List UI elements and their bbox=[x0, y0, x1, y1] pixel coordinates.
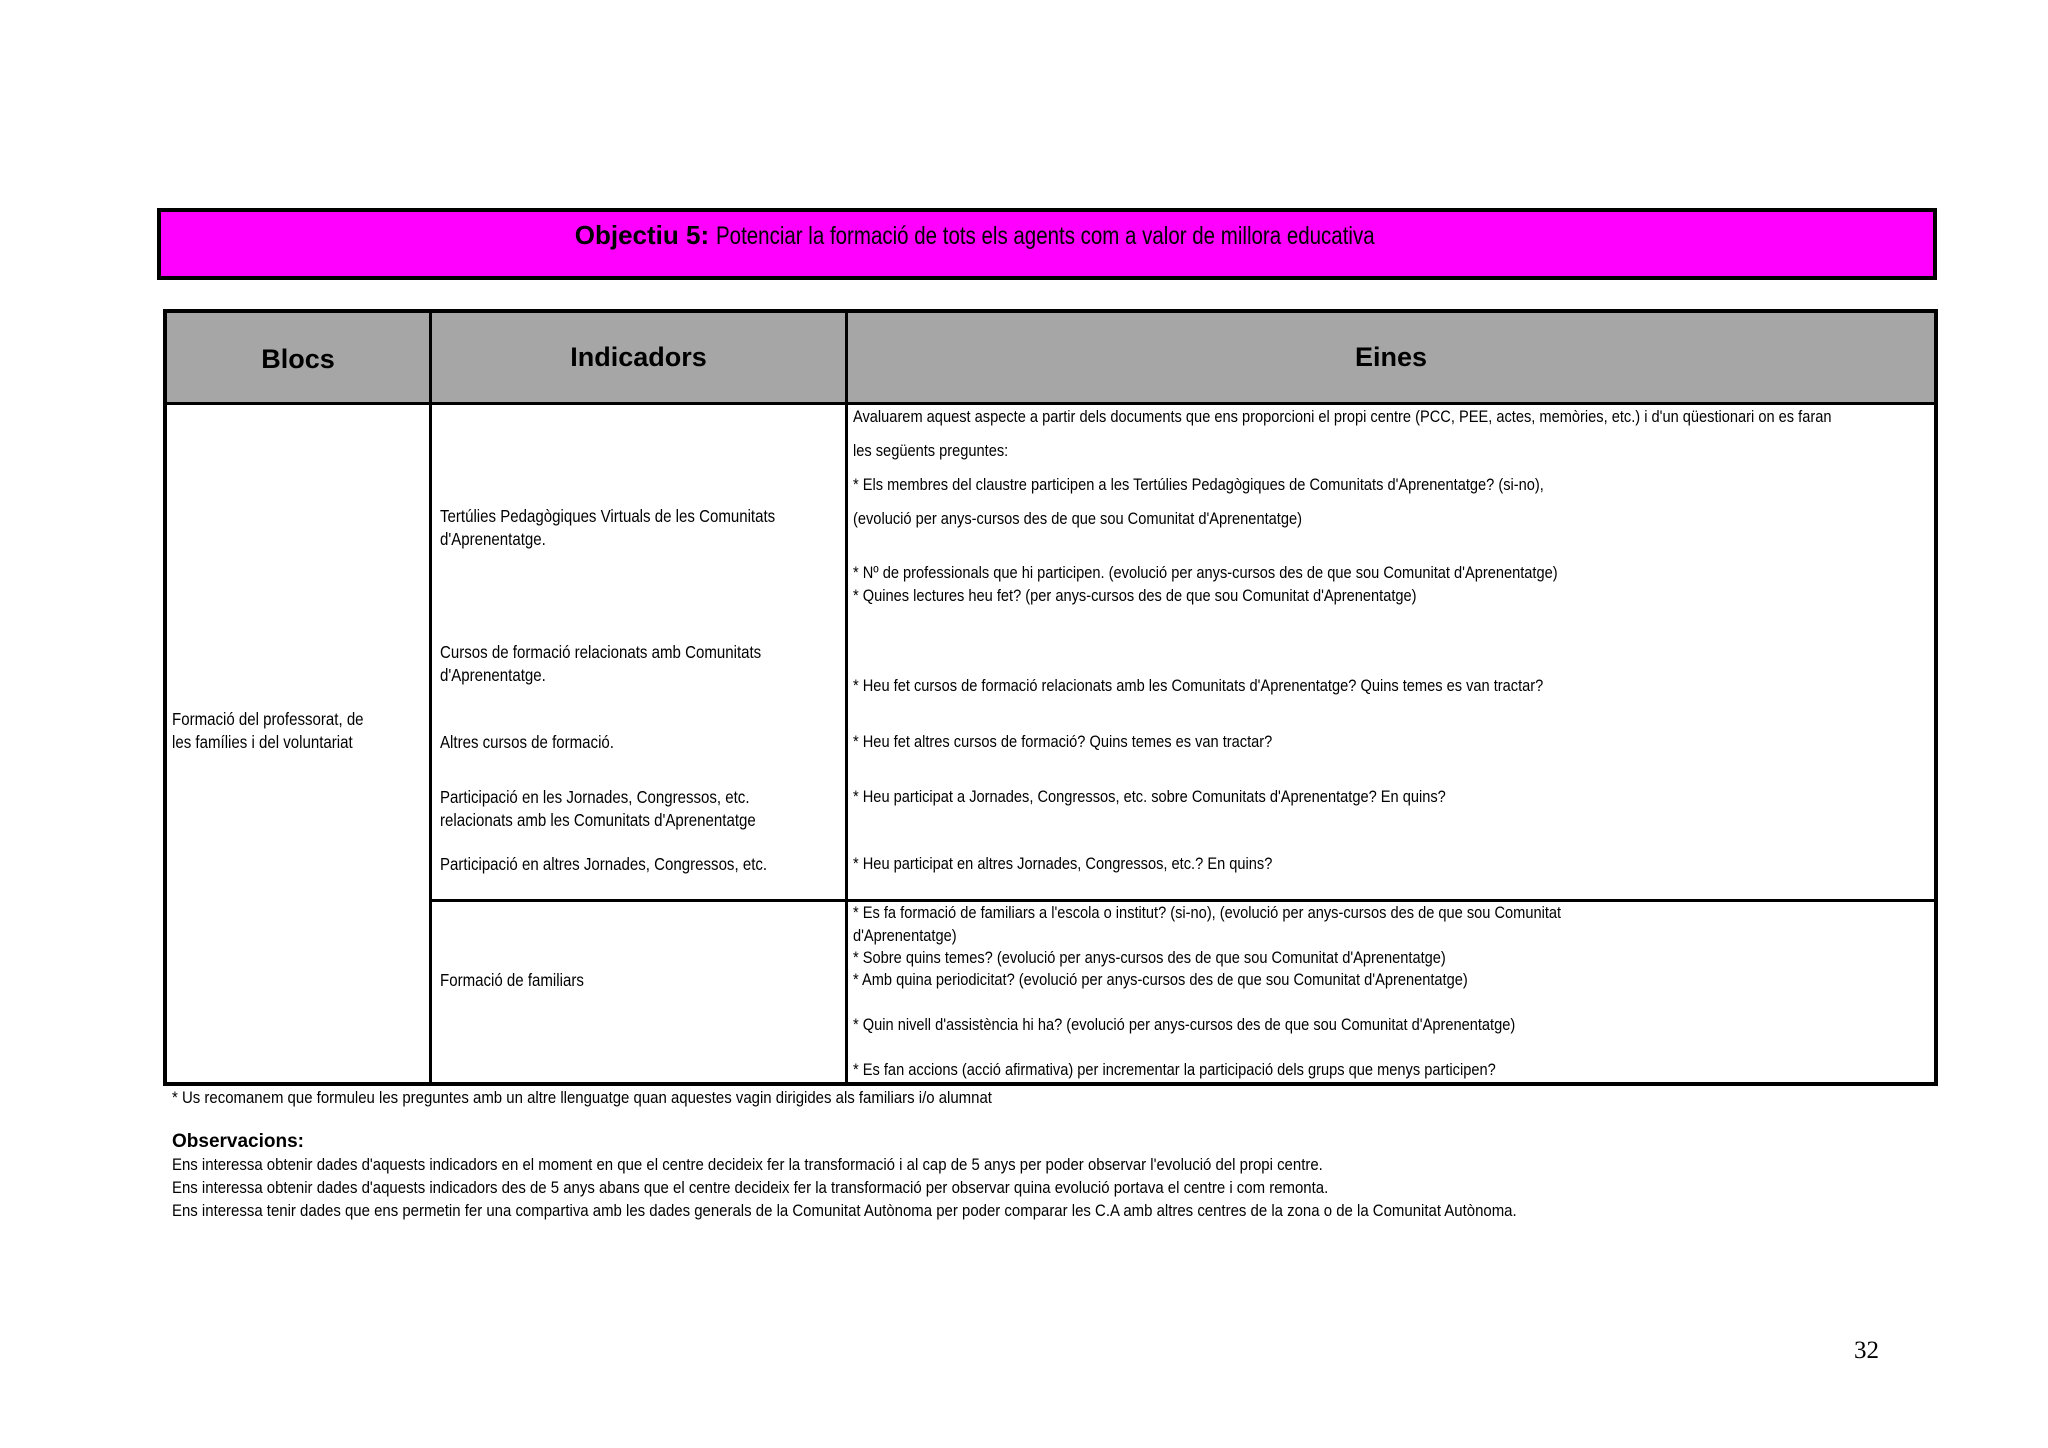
header-blocs: Blocs bbox=[261, 344, 335, 374]
tools-line-13: * Sobre quins temes? (evolució per anys-cursos des de que sou Comunitat d'Aprenentatge) bbox=[853, 948, 1446, 967]
bloc-line-2: les famílies i del voluntariat bbox=[172, 732, 353, 752]
tools-line-10: * Heu participat en altres Jornades, Congressos, etc.? En quins? bbox=[853, 854, 1273, 873]
observation-line-3: Ens interessa tenir dades que ens permetin fer una compartiva amb les dades generals de la Comunitat Autònoma per poder comparar les C.A amb altres centres de la zona o de la Comunitat Autònoma. bbox=[172, 1201, 1517, 1220]
tools-line-15: * Quin nivell d'assistència hi ha? (evolució per anys-cursos des de que sou Comunitat d'Aprenentatge) bbox=[853, 1015, 1516, 1034]
objective-banner bbox=[157, 208, 1937, 280]
tools-line-2: les següents preguntes: bbox=[853, 441, 1009, 460]
table-border-left bbox=[163, 309, 167, 1086]
tools-line-11: * Es fa formació de familiars a l'escola o institut? (si-no), (evolució per anys-cursos des de que sou Comunitat bbox=[853, 903, 1562, 922]
indicator-2-line-2: d'Aprenentatge. bbox=[440, 665, 546, 685]
objective-heading bbox=[161, 218, 1933, 253]
objective-label: Objectiu 5: bbox=[574, 220, 710, 250]
tools-line-3: * Els membres del claustre participen a les Tertúlies Pedagògiques de Comunitats d'Aprenentatge? (si-no), bbox=[853, 475, 1544, 494]
indicator-2-line-1: Cursos de formació relacionats amb Comunitats bbox=[440, 642, 762, 662]
objective-text: Potenciar la formació de tots els agents com a valor de millora educativa bbox=[716, 222, 1375, 250]
header-eines: Eines bbox=[1354, 342, 1428, 372]
tools-line-6: * Quines lectures heu fet? (per anys-cursos des de que sou Comunitat d'Aprenentatge) bbox=[853, 586, 1417, 605]
tools-line-5: * Nº de professionals que hi participen. (evolució per anys-cursos des de que sou Comunitat d'Aprenentatge) bbox=[853, 563, 1558, 582]
tools-line-14: * Amb quina periodicitat? (evolució per anys-cursos des de que sou Comunitat d'Aprenentatge) bbox=[853, 970, 1468, 989]
tools-line-16: * Es fan accions (acció afirmativa) per incrementar la participació dels grups que menys participen? bbox=[853, 1060, 1496, 1079]
tools-line-1: Avaluarem aquest aspecte a partir dels documents que ens proporcioni el propi centre (PCC, PEE, actes, memòries, etc.) i d'un qüestionari on es faran bbox=[853, 407, 1832, 426]
tools-line-7: * Heu fet cursos de formació relacionats amb les Comunitats d'Aprenentatge? Quins temes es van tractar? bbox=[853, 676, 1544, 695]
column-divider-2 bbox=[845, 309, 848, 1086]
header-indicadors: Indicadors bbox=[570, 342, 707, 372]
indicator-6: Formació de familiars bbox=[440, 970, 584, 990]
tools-line-12: d'Aprenentatge) bbox=[853, 926, 957, 945]
indicator-1-line-1: Tertúlies Pedagògiques Virtuals de les Comunitats bbox=[440, 506, 776, 526]
tools-line-9: * Heu participat a Jornades, Congressos, etc. sobre Comunitats d'Aprenentatge? En quins? bbox=[853, 787, 1446, 806]
indicator-4-line-1: Participació en les Jornades, Congressos, etc. bbox=[440, 787, 750, 807]
indicator-4-line-2: relacionats amb les Comunitats d'Aprenentatge bbox=[440, 810, 756, 830]
observation-line-2: Ens interessa obtenir dades d'aquests indicadors des de 5 anys abans que el centre decideix fer la transformació per observar quina evolució portava el centre i com remonta. bbox=[172, 1178, 1329, 1197]
observation-line-1: Ens interessa obtenir dades d'aquests indicadors en el moment en que el centre decideix fer la transformació i al cap de 5 anys per poder observar l'evolució del propi centre. bbox=[172, 1155, 1323, 1174]
indicator-3: Altres cursos de formació. bbox=[440, 732, 614, 752]
table-border-right bbox=[1934, 309, 1938, 1086]
indicator-5: Participació en altres Jornades, Congressos, etc. bbox=[440, 854, 768, 874]
tools-line-4: (evolució per anys-cursos des de que sou Comunitat d'Aprenentatge) bbox=[853, 509, 1302, 528]
indicator-1-line-2: d'Aprenentatge. bbox=[440, 529, 546, 549]
column-divider-1 bbox=[429, 309, 432, 1086]
observations-title: Observacions: bbox=[172, 1131, 304, 1152]
tools-line-8: * Heu fet altres cursos de formació? Quins temes es van tractar? bbox=[853, 732, 1273, 751]
bloc-line-1: Formació del professorat, de bbox=[172, 709, 364, 729]
footnote: * Us recomanem que formuleu les preguntes amb un altre llenguatge quan aquestes vagin dirigides als familiars i/o alumnat bbox=[172, 1088, 992, 1107]
page-number: 32 bbox=[1854, 1337, 1879, 1364]
